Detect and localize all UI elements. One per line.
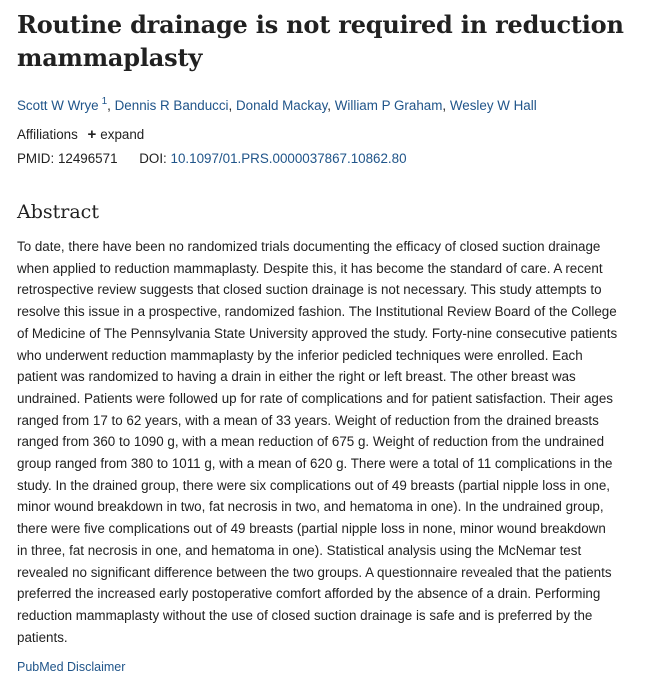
abstract-line: study. In the drained group, there were six complications out of 49 breasts (partial nipple loss in one, <box>17 477 610 493</box>
abstract-line: of Medicine of The Pennsylvania State University approved the study. Forty-nine consecutive patients <box>17 325 618 341</box>
abstract-text <box>17 236 665 648</box>
abstract-line: preferred the increased early postoperative comfort afforded by the absence of a drain. Performing <box>17 586 601 602</box>
abstract-heading: Abstract <box>17 201 99 223</box>
author-separator: , <box>107 98 111 113</box>
abstract-line: there were five complications out of 49 breasts (partial nipple loss in none, minor wound breakdown <box>17 521 606 537</box>
author-link[interactable]: Dennis R Banducci <box>114 98 229 113</box>
abstract-line: patients. <box>17 629 68 645</box>
abstract-line: ranged from 17 to 62 years, with a mean of 33 years. Weight of reduction from the drained breasts <box>17 412 599 428</box>
abstract-line: minor wound breakdown in two, fat necrosis in two, and hematoma in one). In the undrained group, <box>17 499 604 515</box>
pmid-value: 12496571 <box>57 151 118 166</box>
author-list <box>17 92 665 116</box>
doi-link[interactable]: 10.1097/01.PRS.0000037867.10862.80 <box>170 151 407 166</box>
plus-icon: + <box>87 126 97 143</box>
affiliation-ref[interactable]: 1 <box>101 96 108 107</box>
abstract-line: resolve this issue in a prospective, randomized fashion. The Institutional Review Board of the College <box>17 304 617 320</box>
author-link[interactable]: William P Graham <box>334 98 443 113</box>
pmid-label: PMID: <box>17 151 55 166</box>
abstract-line: reduction mammaplasty without the use of closed suction drainage is safe and is preferred by the <box>17 607 593 623</box>
author-separator: , <box>228 98 233 113</box>
abstract-line: undrained. Patients were followed up for rate of complications and for patient satisfaction. Their ages <box>17 390 613 406</box>
doi-label: DOI: <box>139 151 167 166</box>
abstract-line: ranged from 360 to 1090 g, with a mean reduction of 675 g. Weight of reduction from the undrained <box>17 434 605 450</box>
author-separator: , <box>327 98 332 113</box>
affiliations-label: Affiliations <box>17 127 78 142</box>
abstract-line: retrospective review suggests that closed suction drainage is not necessary. This study attempts to <box>17 282 602 298</box>
abstract-line: group ranged from 380 to 1011 g, with a mean of 620 g. There were a total of 11 complications in the <box>17 456 613 472</box>
expand-affiliations-button[interactable] <box>88 127 145 142</box>
identifiers-row <box>17 150 407 168</box>
author-separator: , <box>442 98 447 113</box>
abstract-line: revealed no significant difference between the two groups. A questionnaire revealed that the patients <box>17 564 612 580</box>
abstract-line: in three, fat necrosis in one, and hematoma in one). Statistical analysis using the McNemar test <box>17 542 582 558</box>
article-title: Routine drainage is not required in reduction mammaplasty <box>17 10 624 72</box>
abstract-line: who underwent reduction mammaplasty by the inferior pedicled techniques were enrolled. Each <box>17 347 583 363</box>
expand-label: expand <box>100 127 145 142</box>
author-link[interactable]: Scott W Wrye <box>17 98 99 113</box>
abstract-line: patient was randomized to having a drain in either the right or left breast. The other breast was <box>17 369 576 385</box>
pubmed-disclaimer-link[interactable]: PubMed Disclaimer <box>17 660 126 674</box>
author-link[interactable]: Donald Mackay <box>235 98 328 113</box>
author-link[interactable]: Wesley W Hall <box>449 98 537 113</box>
abstract-line: when applied to reduction mammaplasty. Despite this, it has become the standard of care. A recent <box>17 260 603 276</box>
affiliations-row <box>17 126 144 144</box>
abstract-line: To date, there have been no randomized trials documenting the efficacy of closed suction drainage <box>17 239 601 254</box>
